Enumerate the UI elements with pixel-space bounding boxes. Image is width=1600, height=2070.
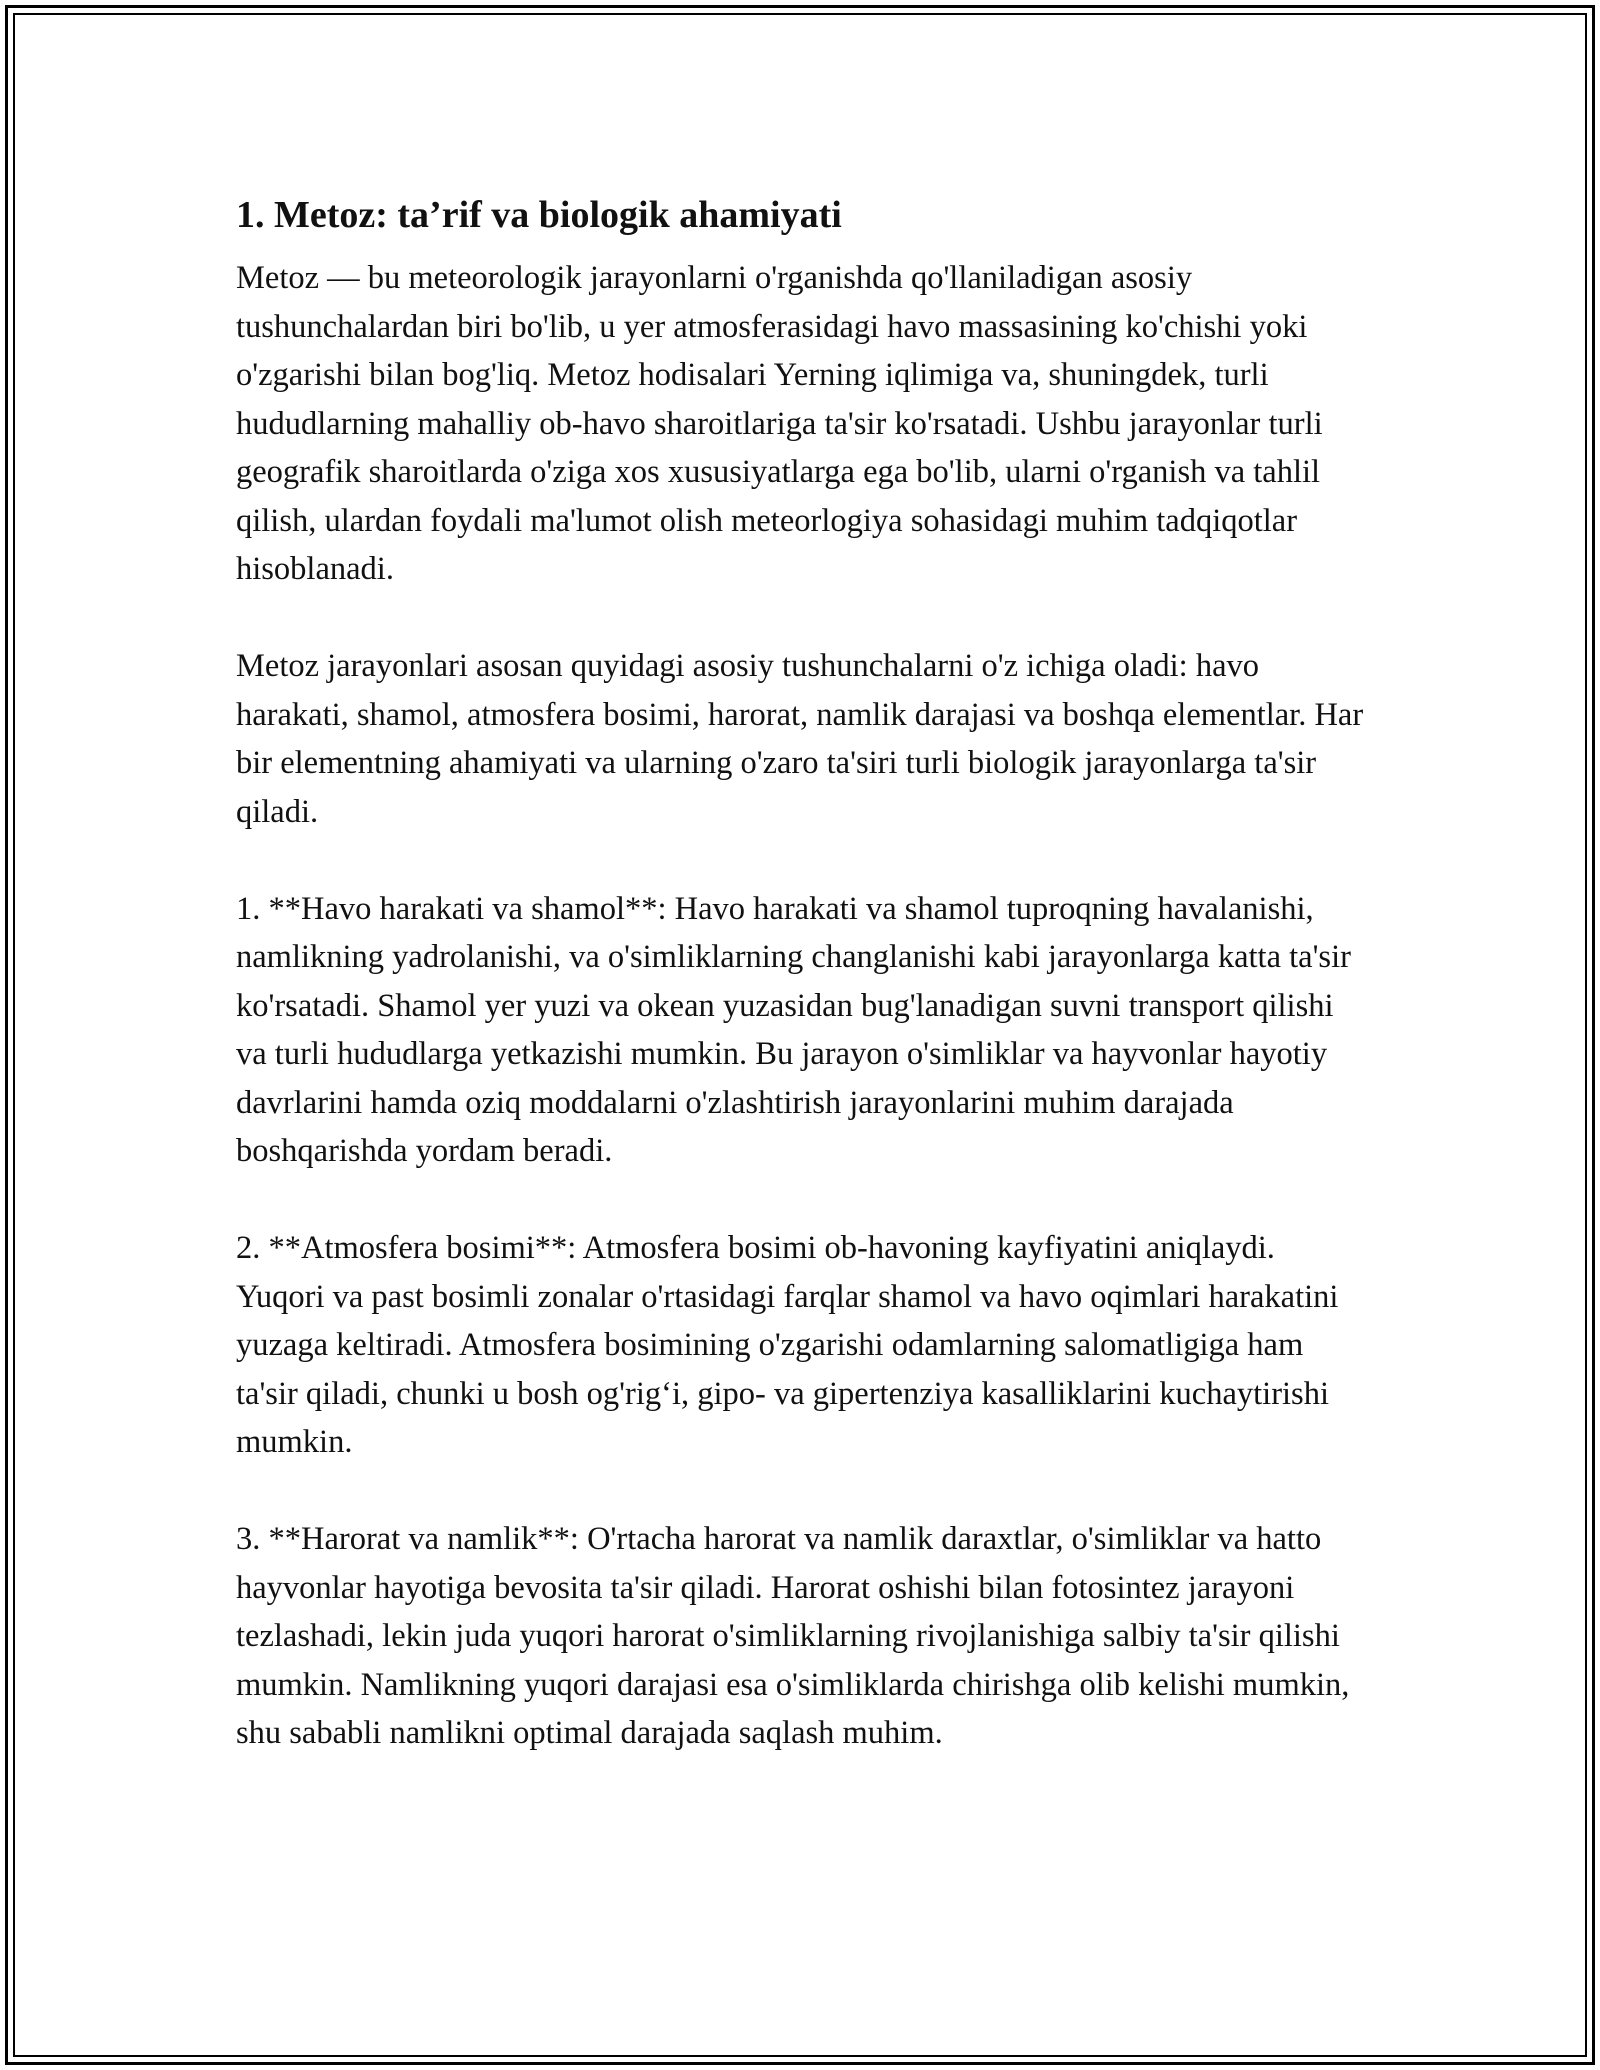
- paragraph-item-2: 2. **Atmosfera bosimi**: Atmosfera bosimi ob-havoning kayfiyatini aniqlaydi. Yuqori va past bosimli zonalar o'rtasidagi farqlar shamol va havo oqimlari harakatini yuzaga keltiradi. Atmosfera bosimining o'zgarishi odamlarning salomatligiga ham ta'sir qiladi, chunki u bosh og'rig‘i, gipo- va gipertenziya kasalliklarini kuchaytirishi mumkin.: [236, 1230, 1339, 1460]
- paragraph-item-1: 1. **Havo harakati va shamol**: Havo harakati va shamol tuproqning havalanishi, namlikning yadrolanishi, va o'simliklarning changlanishi kabi jarayonlarga katta ta'sir ko'rsatadi. Shamol yer yuzi va okean yuzasidan bug'lanadigan suvni transport qilishi va turli hududlarga yetkazishi mumkin. Bu jarayon o'simliklar va hayvonlar hayotiy davrlarini hamda oziq moddalarni o'zlashtirish jarayonlarini muhim darajada boshqarishda yordam beradi.: [236, 890, 1351, 1169]
- document-body: [236, 188, 1366, 1806]
- paragraph-intro: Metoz — bu meteorologik jarayonlarni o'rganishda qo'llaniladigan asosiy tushunchalardan biri bo'lib, u yer atmosferasidagi havo massasining ko'chishi yoki o'zgarishi bilan bog'liq. Metoz hodisalari Yerning iqlimiga va, shuningdek, turli hududlarning mahalliy ob-havo sharoitlariga ta'sir ko'rsatadi. Ushbu jarayonlar turli geografik sharoitlarda o'ziga xos xususiyatlarga ega bo'lib, ularni o'rganish va tahlil qilish, ulardan foydali ma'lumot olish meteorlogiya sohasidagi muhim tadqiqotlar hisoblanadi.: [236, 260, 1323, 587]
- paragraph-item-3: 3. **Harorat va namlik**: O'rtacha harorat va namlik daraxtlar, o'simliklar va hatto hayvonlar hayotiga bevosita ta'sir qiladi. Harorat oshishi bilan fotosintez jarayoni tezlashadi, lekin juda yuqori harorat o'simliklarning rivojlanishiga salbiy ta'sir qilishi mumkin. Namlikning yuqori darajasi esa o'simliklarda chirishga olib kelishi mumkin, shu sababli namlikni optimal darajada saqlash muhim.: [236, 1521, 1350, 1751]
- section-heading: 1. Metoz: ta’rif va biologik ahamiyati: [236, 194, 842, 236]
- paragraph-concepts: Metoz jarayonlari asosan quyidagi asosiy tushunchalarni o'z ichiga oladi: havo harakati, shamol, atmosfera bosimi, harorat, namlik darajasi va boshqa elementlar. Har bir elementning ahamiyati va ularning o'zaro ta'siri turli biologik jarayonlarga ta'sir qiladi.: [236, 648, 1364, 830]
